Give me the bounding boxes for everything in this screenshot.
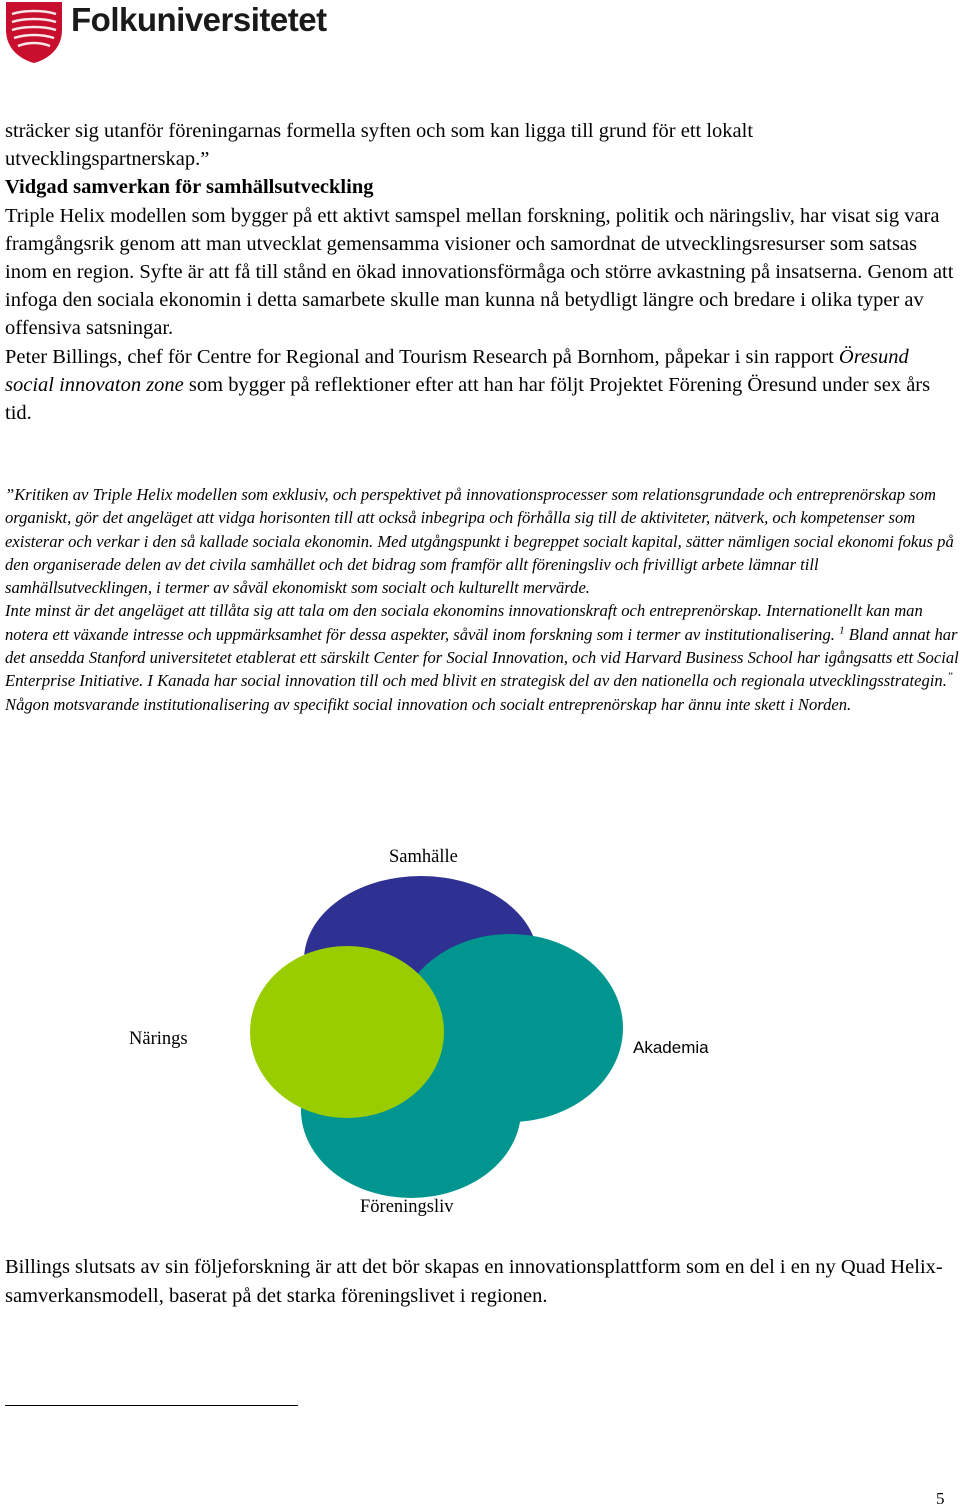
page-number: 5: [936, 1489, 945, 1508]
quote-paragraph-3: Någon motsvarande institutionalisering av specifikt social innovation och socialt entreprenörskap har ännu inte skett i Norden.: [5, 694, 852, 714]
block-quote: [5, 483, 960, 716]
folkuniversitetet-logo-icon: [4, 0, 64, 64]
footnote-separator: [5, 1405, 298, 1406]
body-text: [5, 117, 955, 427]
paragraph-billings: Peter Billings, chef för Centre for Regional and Tourism Research på Bornhom, påpekar i sin rapport Öresund social innovaton zone som bygger på reflektioner efter att han har följt Projektet Förening Öresund under sex års tid.: [5, 345, 931, 425]
report-title: Öresund social innovaton zone: [5, 345, 909, 396]
label-foreningsliv: Föreningsliv: [360, 1197, 454, 1217]
paragraph-continued: sträcker sig utanför föreningarnas formella syften och som kan ligga till grund för ett lokalt utvecklingspartnerskap.”: [5, 120, 754, 171]
paragraph-triple-helix: Triple Helix modellen som bygger på ett aktivt samspel mellan forskning, politik och näringsliv, har visat sig vara framgångsrik genom att man utvecklat gemensamma visioner och samordnat de utvecklingsresurser som satsas inom en region. Syfte är att få till stånd en ökad innovationsförmåga och större avkastning på insatserna. Genom att infoga den sociala ekonomin i detta samarbete skulle man kunna nå betydligt längre och bredare i olika typer av offensiva satsningar.: [5, 204, 954, 340]
section-heading: Vidgad samverkan för samhällsutveckling: [5, 176, 374, 199]
footnote-reference[interactable]: 1: [839, 624, 845, 637]
label-naringsliv: Närings: [129, 1029, 188, 1049]
label-samhalle: Samhälle: [389, 847, 458, 867]
quad-helix-diagram: [0, 830, 960, 1230]
label-akademia: Akademia: [633, 1038, 709, 1057]
page-header: [0, 0, 360, 64]
quote-paragraph-2: Inte minst är det angeläget att tillåta sig att tala om den sociala ekonomins innovationskraft och entreprenörskap. Internationellt kan man notera ett växande intresse och uppmärksamhet för dessa aspekter, såväl inom forskning som i termer av institutionalisering. $^1$ Bland annat har det ansedda Stanford universitetet etablerat ett särskilt Center for Social Innovation, och vid Harvard Business School har igångsatts ett Social Enterprise Initiative. I Kanada har social innovation till och med blivit en strategisk del av den nationella och regionala utvecklingsstrategin.”: [5, 601, 959, 691]
closing-quote-mark: ”: [946, 670, 953, 683]
brand-name: Folkuniversitetet: [71, 1, 327, 38]
naringsliv-ellipse: [250, 946, 444, 1118]
quote-paragraph-1: ”Kritiken av Triple Helix modellen som exklusiv, och perspektivet på innovationsprocesser som relationsgrundade och entreprenörskap som organiskt, gör det angeläget att vidga horisonten till att också inbegripa och förhålla sig till de aktiviteter, nätverk, och kompetenser som existerar och verkar i den så kallade sociala ekonomin. Med utgångspunkt i begreppet socialt kapital, sätter nämligen social ekonomi fokus på den organiserade delen av det civila samhället och det bidrag som framför allt föreningsliv och frivilligt arbete lämnar till samhällsutvecklingen, i termer av såväl ekonomiskt som socialt och kulturellt mervärde.: [5, 485, 954, 598]
conclusion-paragraph: Billings slutsats av sin följeforskning är att det bör skapas en innovationsplattform som en del i en ny Quad Helix- samverkansmodell, baserat på det starka föreningslivet i regionen.: [5, 1256, 943, 1307]
